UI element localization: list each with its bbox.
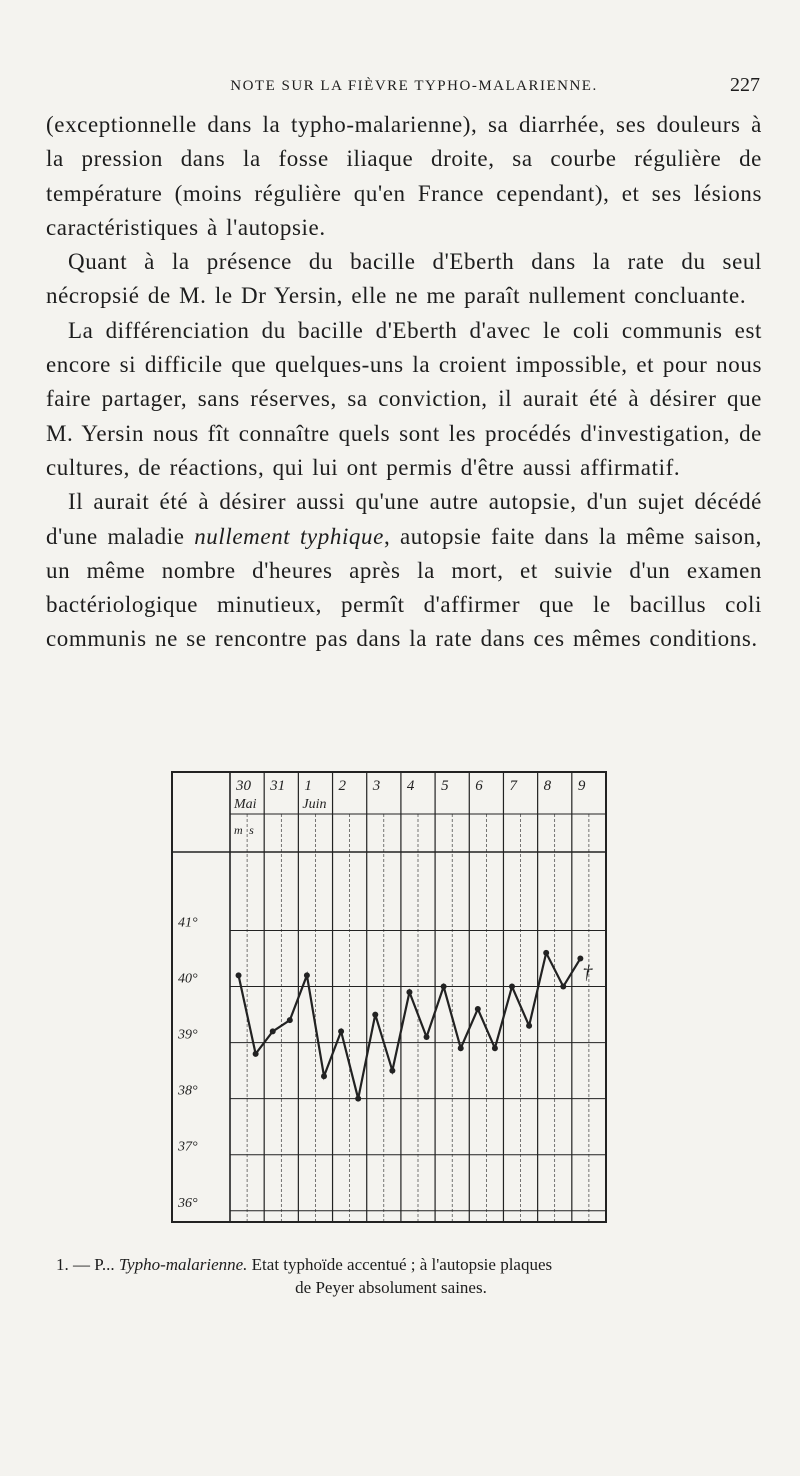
day-label: 8 xyxy=(543,778,552,794)
temperature-point xyxy=(321,1073,327,1079)
temperature-point xyxy=(406,989,412,995)
month-label: Juin xyxy=(302,797,327,812)
day-label: 30 xyxy=(236,778,251,794)
temperature-point xyxy=(338,1028,344,1034)
caption-title: Typho-malarienne. xyxy=(118,1255,248,1274)
day-label: 7 xyxy=(509,778,517,794)
day-label: 2 xyxy=(338,778,347,794)
temperature-point xyxy=(389,1068,395,1074)
temperature-point xyxy=(526,1023,532,1029)
y-tick-label: 36° xyxy=(178,1195,198,1211)
y-tick-label: 37° xyxy=(178,1139,198,1155)
temperature-chart xyxy=(170,770,610,1240)
page-header xyxy=(48,74,760,106)
temperature-point xyxy=(509,984,515,990)
y-tick-label: 39° xyxy=(178,1027,198,1043)
day-label: 9 xyxy=(577,778,586,794)
temperature-point xyxy=(543,950,549,956)
temperature-point xyxy=(287,1017,293,1023)
paragraph-2: Quant à la présence du bacille d'Eberth dans la rate du seul nécropsié de M. le Dr Yersin, elle ne me paraît nullement concluante. xyxy=(46,249,762,309)
paragraph-4-emphasis: nullement typhique xyxy=(194,523,384,549)
paragraph-3: La différenciation du bacille d'Eberth d'avec le coli communis est encore si difficile que quelques-uns la croient impossible, et pour nous faire partager, sans réserves, sa conviction, il aurait été à désirer que M. Yersin nous fît connaître quels sont les procédés d'investigation, de cultures, de réactions, qui lui ont permis d'être aussi affirmatif. xyxy=(46,317,762,480)
death-marker: † xyxy=(582,961,593,984)
caption-number: 1. xyxy=(56,1255,69,1274)
temperature-point xyxy=(424,1034,430,1040)
day-label: 5 xyxy=(441,778,449,794)
month-label: Mai xyxy=(234,797,257,812)
temperature-point xyxy=(253,1051,259,1057)
day-label: 1 xyxy=(304,778,312,794)
paragraph-4-start: Il aurait été à désirer aussi qu'une autre autopsie, d'un sujet décédé d'une maladie xyxy=(46,489,762,549)
temperature-point xyxy=(355,1096,361,1102)
temperature-point xyxy=(236,972,242,978)
temperature-point xyxy=(304,972,310,978)
caption-text: Etat typhoïde accentué ; à l'autopsie plaques xyxy=(251,1255,553,1274)
y-tick-label: 40° xyxy=(178,971,198,987)
body-text xyxy=(46,108,762,657)
temperature-point xyxy=(270,1028,276,1034)
day-label: 31 xyxy=(270,778,286,794)
time-label: m xyxy=(234,823,243,837)
day-label: 6 xyxy=(475,778,483,794)
day-label: 3 xyxy=(372,778,381,794)
temperature-point xyxy=(560,984,566,990)
paragraph-4 xyxy=(46,485,762,656)
caption-subject: — P... xyxy=(73,1255,115,1274)
caption-text-2: de Peyer absolument saines. xyxy=(295,1278,487,1297)
y-tick-label: 38° xyxy=(178,1083,198,1099)
temperature-point xyxy=(458,1045,464,1051)
paragraph-1: (exceptionnelle dans la typho-malarienne), sa diarrhée, ses douleurs à la pression dans la fosse iliaque droite, sa courbe régulière de température (moins régulière qu'en France cependant), et ses lésions caractéristiques à l'autopsie. xyxy=(46,112,762,240)
temperature-point xyxy=(492,1045,498,1051)
page-number: 227 xyxy=(730,74,760,96)
temperature-point xyxy=(475,1006,481,1012)
day-label: 4 xyxy=(406,778,415,794)
paragraph-4-end: , autopsie faite dans la même saison, un même nombre d'heures après la mort, et suivie d'un examen bactériologique minutieux, permît d'affirmer que le bacillus coli communis ne se rencontre pas dans la rate dans ces mêmes conditions. xyxy=(46,523,762,652)
temperature-point xyxy=(441,984,447,990)
time-label: s xyxy=(249,823,254,837)
temperature-chart-svg xyxy=(170,770,610,1240)
temperature-point xyxy=(372,1012,378,1018)
figure-caption xyxy=(50,1253,762,1299)
running-title: NOTE SUR LA FIÈVRE TYPHO-MALARIENNE. xyxy=(230,78,598,94)
y-tick-label: 41° xyxy=(178,915,198,931)
